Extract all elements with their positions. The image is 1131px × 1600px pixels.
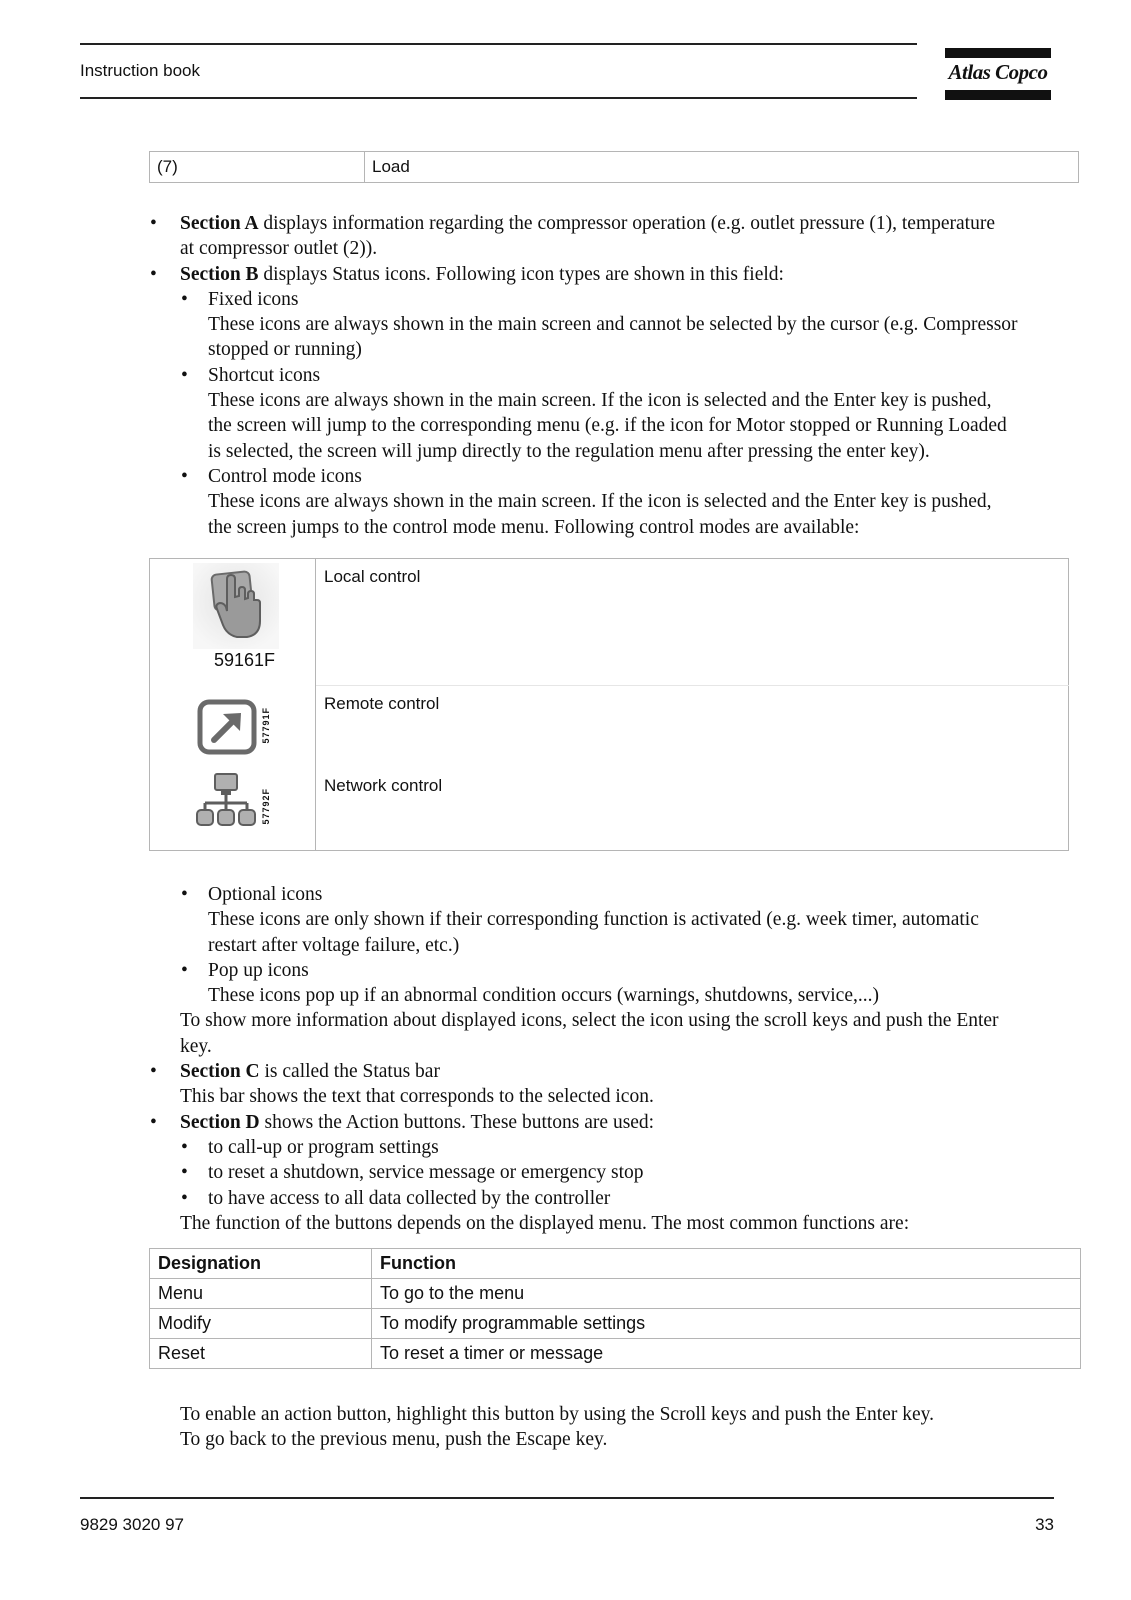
remote-control-icon <box>197 699 257 759</box>
popup-icons-title: • Pop up icons <box>181 959 309 981</box>
functions-table <box>149 1248 1081 1369</box>
document-number: 9829 3020 97 <box>80 1515 184 1534</box>
page-number: 33 <box>1035 1515 1054 1534</box>
table-row: Menu To go to the menu <box>150 1279 1081 1309</box>
closing-text: To enable an action button, highlight this button by using the Scroll keys and push the Enter key. To go back to the previous menu, push the Escape key. <box>180 1404 934 1451</box>
network-control-label: Network control <box>316 768 1069 851</box>
table-row <box>150 685 1069 768</box>
body-text-continued: • Optional icons These icons are only shown if their corresponding function is activated (e.g. week timer, automatic restart after voltage failure, etc.) • Pop up icons These icons pop up if an abnormal condition occurs (warnings, shutdowns, service,...) To show more information about displayed icons, select the icon using the scroll keys and push the Enter key. • Section C is called the Status bar This bar shows the text that corresponds to the selected icon. • Section D shows the Action buttons. These buttons are used: • to call-up or program settings • to reset a shutdown, service message or emergency stop • to have access to all data collected by the controller The function of the buttons depends on the displayed menu. The most common functions are: <box>150 882 1060 1236</box>
control-mode-icons-title: • Control mode icons <box>181 465 362 487</box>
shortcut-icons-title: • Shortcut icons <box>181 364 321 386</box>
optional-icons-title: • Optional icons <box>181 884 323 905</box>
table-header-row <box>150 1249 1081 1279</box>
column-header: Designation <box>150 1249 372 1279</box>
section-c-item: • Section C is called the Status bar <box>150 1061 440 1083</box>
header-bottom-rule <box>80 97 917 99</box>
list-item: • to call-up or program settings <box>181 1136 439 1158</box>
network-control-icon <box>195 772 257 834</box>
body-text: • Section A displays information regarding the compressor operation (e.g. outlet pressure (1), temperature at compressor outlet (2)). • Section B displays Status icons. Following icon types are shown in this field: • Fixed icons These icons are always shown in the main screen and cannot be selected by the cursor (e.g. Compressor stopped or running) • Shortcut icons These icons are always shown in the main screen. If the icon is selected and the Enter key is pushed, the screen will jump to the corresponding menu (e.g. if the icon for Motor stopped or Running Loaded is selected, the screen will jump directly to the regulation menu after pressing the enter key). • Control mode icons These icons are always shown in the main screen. If the icon is selected and the Enter key is pushed, the screen jumps to the control mode menu. Following control modes are available: <box>150 211 1060 540</box>
list-item: • to reset a shutdown, service message or emergency stop <box>181 1162 644 1184</box>
control-modes-table <box>149 558 1069 851</box>
remote-control-label: Remote control <box>316 685 1069 768</box>
table-row: Reset To reset a timer or message <box>150 1339 1081 1369</box>
header-top-rule <box>80 43 917 45</box>
brand-logo: Atlas Copco <box>945 48 1051 100</box>
section-d-item: • Section D shows the Action buttons. These buttons are used: <box>150 1111 655 1133</box>
network-control-code: 57792F <box>261 788 271 825</box>
column-header: Function <box>372 1249 1081 1279</box>
section-b-item: • Section B displays Status icons. Following icon types are shown in this field: <box>150 263 784 285</box>
list-item: • to have access to all data collected by the controller <box>181 1187 611 1209</box>
table-row <box>150 768 1069 851</box>
table-row: Modify To modify programmable settings <box>150 1309 1081 1339</box>
local-control-icon <box>193 563 279 649</box>
legend-value: Load <box>365 152 1079 183</box>
remote-control-code: 57791F <box>261 707 271 744</box>
local-control-code: 59161F <box>214 650 276 670</box>
fixed-icons-title: • Fixed icons <box>181 288 299 310</box>
table-row <box>150 559 1069 686</box>
header-title: Instruction book <box>80 61 201 80</box>
legend-table <box>149 151 1079 183</box>
section-a-item: • Section A displays information regarding the compressor operation (e.g. outlet pressure (1), temperature <box>150 213 995 234</box>
footer-rule <box>80 1497 1054 1499</box>
local-control-label: Local control <box>316 559 1069 686</box>
legend-key: (7) <box>150 152 365 183</box>
table-row <box>150 152 1079 183</box>
